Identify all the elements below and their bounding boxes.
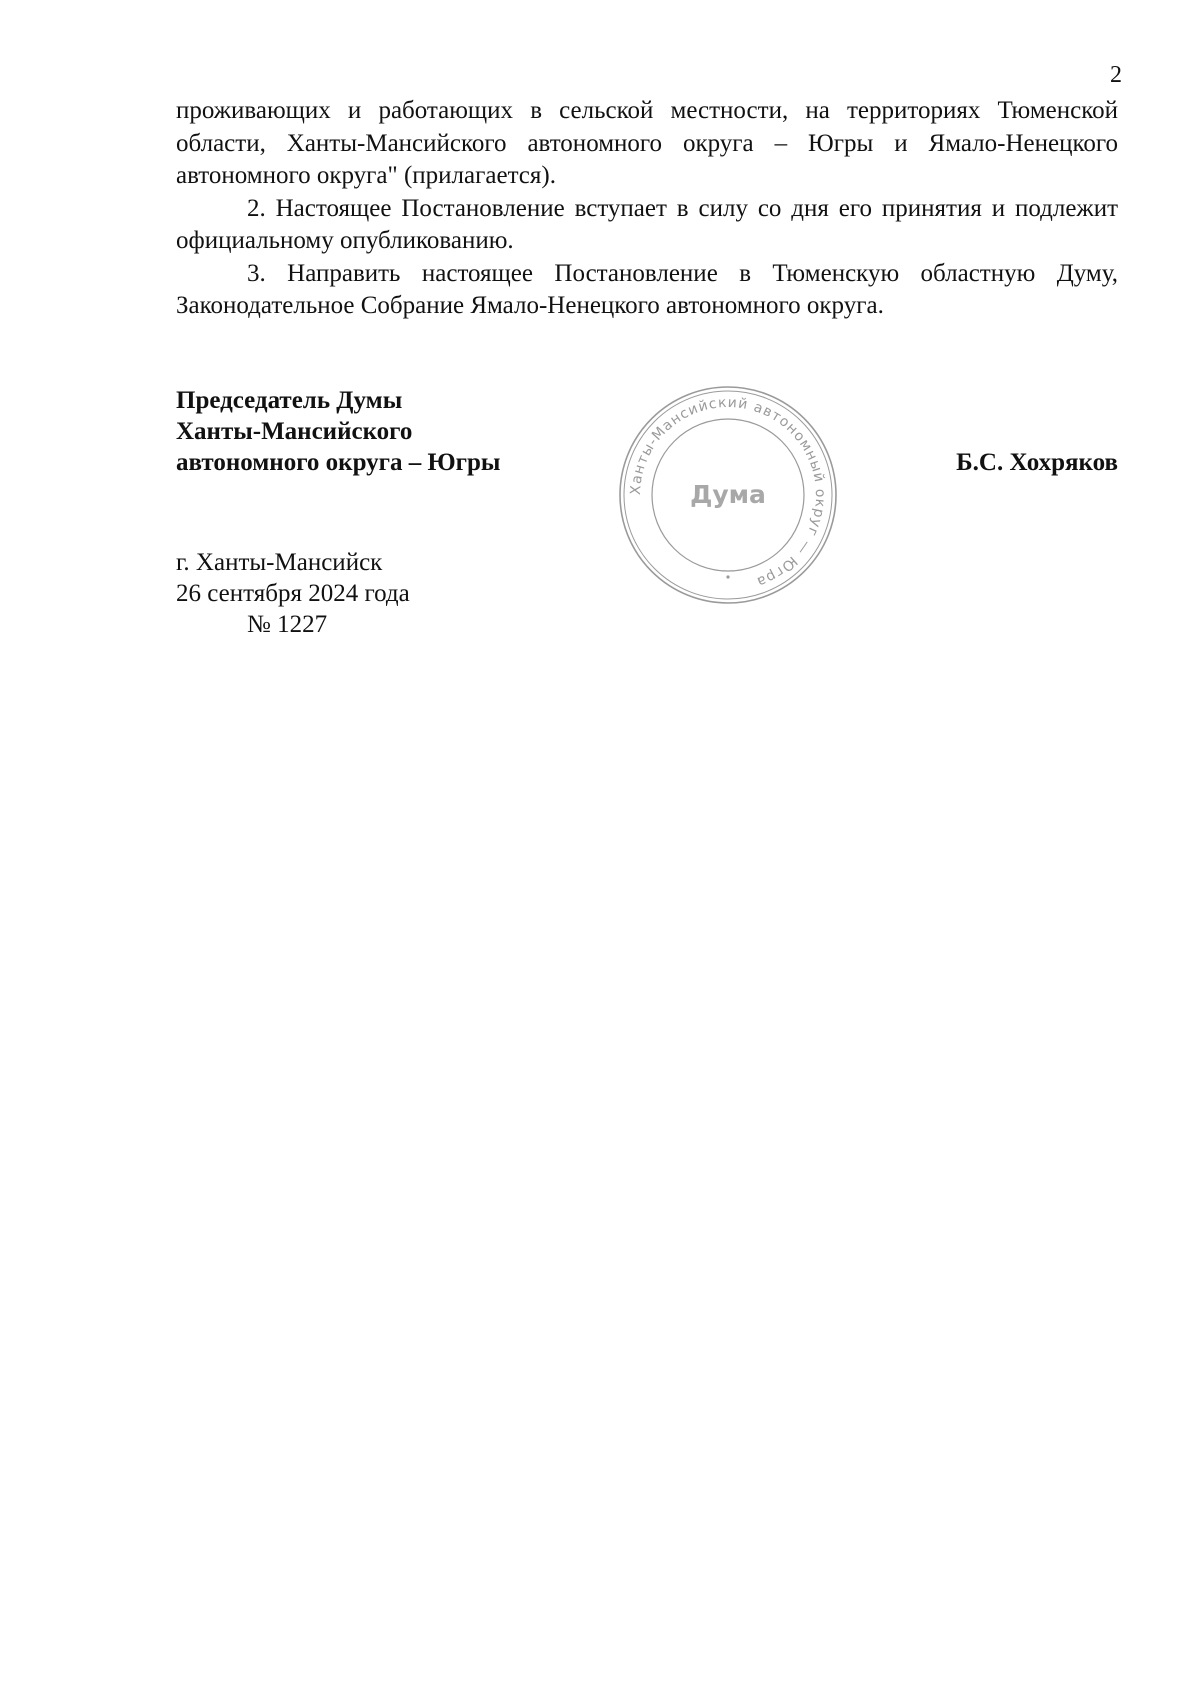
signatory-title-line-1: Председатель Думы: [176, 387, 403, 414]
signatory-name: Б.С. Хохряков: [956, 449, 1118, 476]
document-body: [176, 95, 1118, 323]
page-number: 2: [1110, 62, 1122, 88]
official-seal: [617, 384, 839, 606]
signatory-title: [176, 385, 500, 478]
signatory-title-line-3: автономного округа – Югры: [176, 449, 501, 476]
seal-center-text: Дума: [690, 480, 766, 509]
paragraph-3: 3. Направить настоящее Постановление в Тюменскую областную Думу, Законодательное Собрание Ямало-Ненецкого автономного округа.: [176, 259, 1118, 319]
document-footer: [176, 547, 410, 640]
place-of-signing: г. Ханты-Мансийск: [176, 549, 383, 576]
document-number: № 1227: [247, 611, 328, 638]
seal-icon: [617, 384, 839, 606]
paragraph-1: проживающих и работающих в сельской местности, на территориях Тюменской области, Ханты-Мансийского автономного округа – Югры и Ямало-Ненецкого автономного округа" (прилагается).: [176, 97, 1118, 189]
signing-date: 26 сентября 2024 года: [176, 580, 410, 607]
paragraph-2: 2. Настоящее Постановление вступает в силу со дня его принятия и подлежит официальному опубликованию.: [176, 194, 1118, 254]
seal-ring-text: Ханты-Мансийский автономный округ — Югра: [627, 394, 829, 590]
signatory-title-line-2: Ханты-Мансийского: [176, 418, 413, 445]
